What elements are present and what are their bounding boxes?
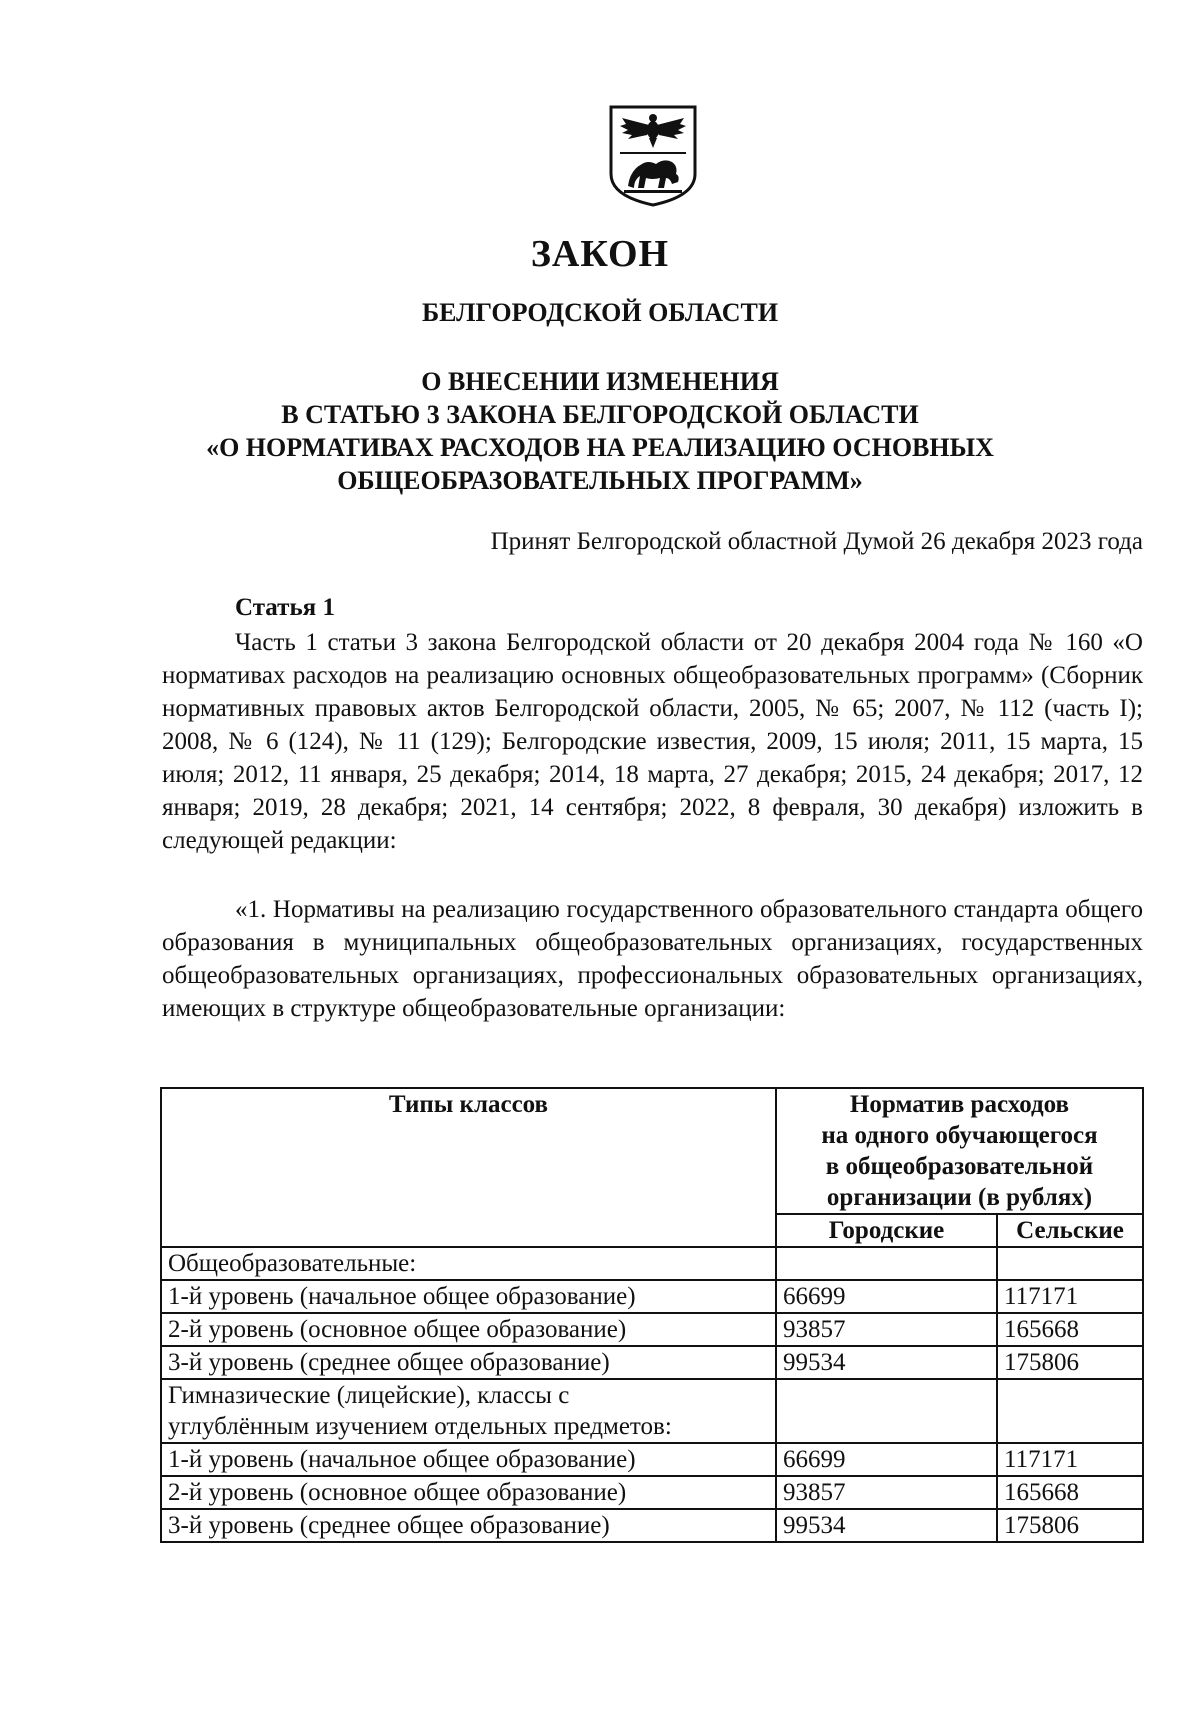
urban-value-cell: 93857 xyxy=(776,1476,997,1509)
law-subject-line: ОБЩЕОБРАЗОВАТЕЛЬНЫХ ПРОГРАММ» xyxy=(337,466,863,495)
column-header-norm-line: Норматив расходов xyxy=(849,1091,1070,1118)
table-row xyxy=(161,1476,1143,1509)
table-cell-empty xyxy=(997,1379,1143,1443)
region-name: БЕЛГОРОДСКОЙ ОБЛАСТИ xyxy=(421,298,779,327)
column-header-rural: Сельские xyxy=(997,1214,1143,1247)
column-header-urban: Городские xyxy=(776,1214,997,1247)
column-header-types: Типы классов xyxy=(161,1088,776,1247)
table-row xyxy=(161,1346,1143,1379)
urban-value-cell: 99534 xyxy=(776,1509,997,1542)
urban-value-cell: 66699 xyxy=(776,1280,997,1313)
table-cell-empty xyxy=(997,1247,1143,1280)
group-label-line: углублённым изучением отдельных предметов: xyxy=(168,1413,672,1440)
table-group-row xyxy=(161,1379,1143,1443)
rural-value-cell: 175806 xyxy=(997,1509,1143,1542)
law-subject xyxy=(0,365,1200,497)
column-header-norm xyxy=(776,1088,1143,1214)
law-subject-line: О ВНЕСЕНИИ ИЗМЕНЕНИЯ xyxy=(421,367,779,396)
paragraph-text: Часть 1 статьи 3 закона Белгородской области от 20 декабря 2004 года № 160 «О нормативах расходов на реализацию основных общеобразовательных программ» (Сборник нормативных правовых актов Белгородской области, 2005, № 65; 2007, № 112 (часть I); 2008, № 6 (124), № 11 (129); Белгородские известия, 2009, 15 июля; 2011, 15 марта, 15 июля; 2012, 11 января, 25 декабря; 2014, 18 марта, 27 декабря; 2015, 24 декабря; 2017, 12 января; 2019, 28 декабря; 2021, 14 сентября; 2022, 8 февраля, 30 декабря) изложить в следующей редакции: xyxy=(162,629,1143,854)
level-cell: 1-й уровень (начальное общее образование) xyxy=(161,1280,776,1313)
table-cell-empty xyxy=(776,1379,997,1443)
document-title: ЗАКОН xyxy=(530,233,670,275)
level-cell: 2-й уровень (основное общее образование) xyxy=(161,1476,776,1509)
article-paragraph-1 xyxy=(162,626,1143,857)
column-header-norm-line: на одного обучающегося xyxy=(821,1122,1098,1149)
law-subject-line: В СТАТЬЮ 3 ЗАКОНА БЕЛГОРОДСКОЙ ОБЛАСТИ xyxy=(281,400,919,429)
rural-value-cell: 175806 xyxy=(997,1346,1143,1379)
group-label xyxy=(161,1379,776,1443)
level-cell: 2-й уровень (основное общее образование) xyxy=(161,1313,776,1346)
group-label-line: Гимназические (лицейские), классы с xyxy=(168,1382,570,1409)
belgorod-coat-of-arms-icon xyxy=(608,104,698,208)
norms-table xyxy=(160,1087,1144,1543)
paragraph-text: «1. Нормативы на реализацию государственного образовательного стандарта общего образования в муниципальных общеобразовательных организациях, государственных общеобразовательных организациях, профессиональных образовательных организациях, имеющих в структуре общеобразовательные организации: xyxy=(162,896,1143,1022)
article-paragraph-2 xyxy=(162,893,1143,1025)
table-row xyxy=(161,1509,1143,1542)
table-row xyxy=(161,1280,1143,1313)
column-header-norm-line: организации (в рублях) xyxy=(826,1184,1093,1211)
urban-value-cell: 99534 xyxy=(776,1346,997,1379)
table-cell-empty xyxy=(776,1247,997,1280)
urban-value-cell: 93857 xyxy=(776,1313,997,1346)
table-group-row xyxy=(161,1247,1143,1280)
rural-value-cell: 117171 xyxy=(997,1280,1143,1313)
law-subject-line: «О НОРМАТИВАХ РАСХОДОВ НА РЕАЛИЗАЦИЮ ОСНОВНЫХ xyxy=(206,433,994,462)
adoption-note: Принят Белгородской областной Думой 26 декабря 2023 года xyxy=(490,528,1143,555)
level-cell: 3-й уровень (среднее общее образование) xyxy=(161,1346,776,1379)
table-row xyxy=(161,1443,1143,1476)
group-label: Общеобразовательные: xyxy=(161,1247,776,1280)
level-cell: 3-й уровень (среднее общее образование) xyxy=(161,1509,776,1542)
level-cell: 1-й уровень (начальное общее образование) xyxy=(161,1443,776,1476)
table-header-row xyxy=(161,1088,1143,1214)
rural-value-cell: 165668 xyxy=(997,1313,1143,1346)
table-row xyxy=(161,1313,1143,1346)
rural-value-cell: 117171 xyxy=(997,1443,1143,1476)
column-header-norm-line: в общеобразовательной xyxy=(825,1153,1094,1180)
article-heading: Статья 1 xyxy=(235,594,335,621)
urban-value-cell: 66699 xyxy=(776,1443,997,1476)
rural-value-cell: 165668 xyxy=(997,1476,1143,1509)
